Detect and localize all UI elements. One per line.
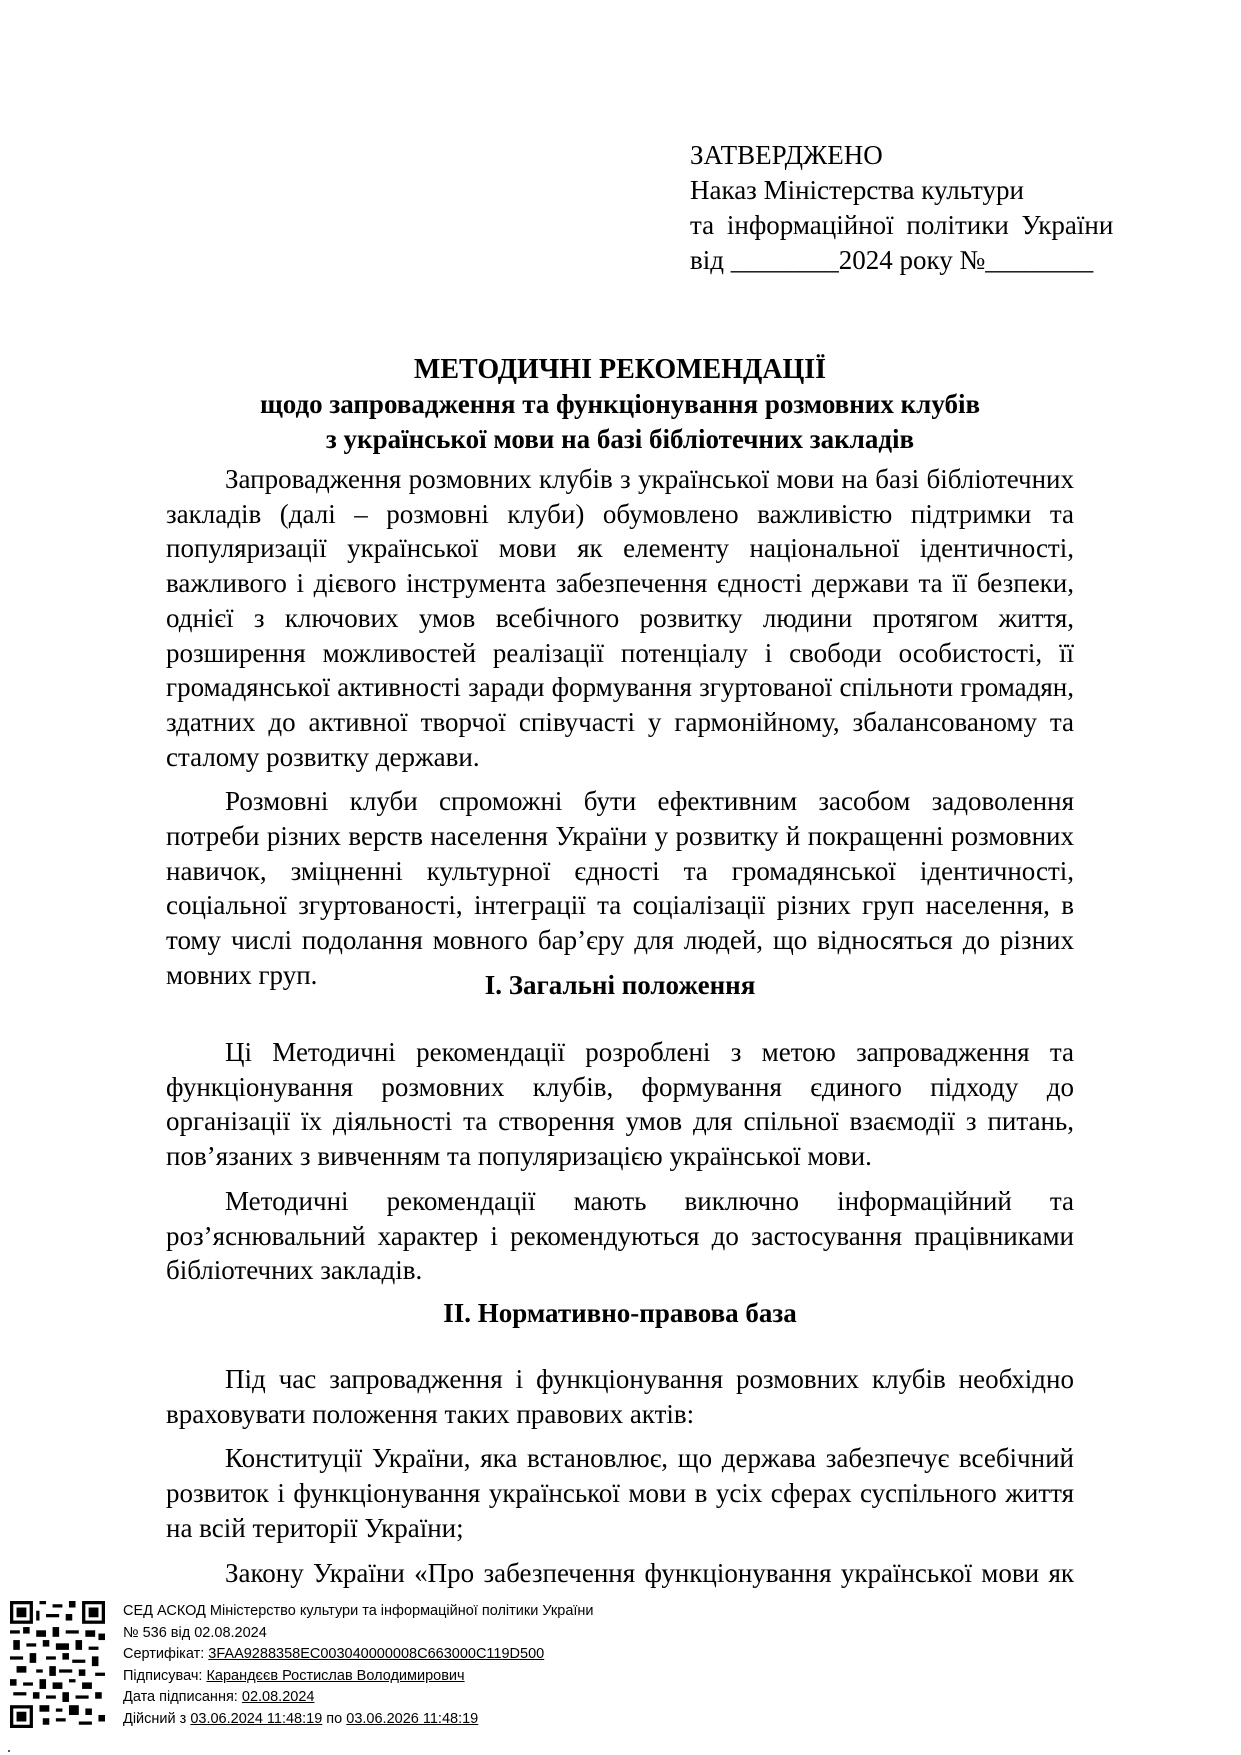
section-2-paragraph-2: Конституції України, яка встановлює, що держава забезпечує всебічний розвиток і функціонування української мови в усіх сферах суспільного життя на всій території України; (166, 1443, 1074, 1543)
section-2-paragraph-1: Під час запровадження і функціонування розмовних клубів необхідно враховувати положення таких правових актів: (166, 1364, 1074, 1429)
intro-paragraph-2: Розмовні клуби спроможні бути ефективним засобом задоволення потреби різних верств населення України у розвитку й покращенні розмовних навичок, зміцненні культурної єдності та громадянської ідентичності, соціальної згуртованості, інтеграції та соціалізації різних груп населення, в тому числі подолання мовного бар’єру для людей, що відносяться до різних мовних груп. (166, 786, 1074, 990)
signer-name: Карандєєв Ростислав Володимирович (206, 1667, 465, 1684)
stamp-validity-line (123, 1709, 594, 1731)
stamp-signer-line (123, 1666, 594, 1688)
approval-order-line: Наказ Міністерства культури (690, 175, 1024, 205)
digital-signature-footer (0, 1585, 700, 1755)
page-title: МЕТОДИЧНІ РЕКОМЕНДАЦІЇ (413, 354, 827, 385)
signer-label: Підписувач: (123, 1667, 207, 1684)
stamp-system-line: СЕД АСКОД Міністерство культури та інформаційної політики України (123, 1603, 594, 1619)
certificate-value: 3FAA9288358EC003040000008C663000C119D500 (208, 1646, 545, 1662)
title-subtitle-1: щодо запровадження та функціонування розмовних клубів (259, 389, 981, 419)
section-2-body (166, 1362, 1074, 1590)
section-1-paragraph-1: Ці Методичні рекомендації розроблені з метою запровадження та функціонування розмовних клубів, формування єдиного підходу до організації їх діяльності та створення умов для спільної взаємодії з питань, пов’язаних з вивченням та популяризацією української мови. (166, 1037, 1074, 1172)
validity-from: 03.06.2024 11:48:19 (190, 1710, 323, 1727)
stamp-date-line (123, 1687, 594, 1709)
section-1-body (166, 1035, 1074, 1288)
approval-stamp (690, 138, 1114, 278)
intro-paragraph-1: Запровадження розмовних клубів з української мови на базі бібліотечних закладів (далі – розмовні клуби) обумовлено важливістю підтримки та популяризації української мови як елементу національної ідентичності, важливого і дієвого інструмента забезпечення єдності держави та її безпеки, однієї з ключових умов всебічного розвитку людини протягом життя, розширення можливостей реалізації потенціалу і свободи особистості, її громадянської активності заради формування згуртованої спільноти громадян, здатних до активної творчої співучасті у гармонійному, збалансованому та сталому розвитку держави. (166, 464, 1074, 772)
section-2-heading: ІІ. Нормативно-правова база (443, 1298, 797, 1328)
stamp-certificate-line (123, 1644, 594, 1666)
signature-stamp (123, 1601, 594, 1730)
intro-section (166, 462, 1074, 993)
validity-separator: по (322, 1710, 347, 1727)
page-mark (8, 1750, 10, 1752)
section-2-paragraph-3: Закону України «Про забезпечення функціонування української мови як (225, 1557, 1074, 1588)
title-subtitle-2: з української мови на базі бібліотечних закладів (325, 424, 915, 454)
document-title (166, 352, 1074, 457)
sign-date-label: Дата підписання: (123, 1689, 242, 1705)
section-1-paragraph-2: Методичні рекомендації мають виключно інформаційний та роз’яснювальний характер і рекомендуються до застосування працівниками бібліотечних закладів. (166, 1185, 1074, 1286)
certificate-label: Сертифікат: (123, 1646, 209, 1662)
section-1-heading: І. Загальні положення (484, 970, 756, 1000)
stamp-registration-line: № 536 від 02.08.2024 (123, 1624, 267, 1641)
approval-date-line: від ________2024 року №________ (690, 245, 1094, 275)
qr-code-icon[interactable] (10, 1601, 105, 1728)
approval-ministry-line: та інформаційної політики України (690, 210, 1114, 240)
validity-to: 03.06.2026 11:48:19 (346, 1710, 479, 1727)
approval-heading: ЗАТВЕРДЖЕНО (690, 140, 883, 170)
validity-label: Дійсний з (123, 1710, 191, 1727)
sign-date-value: 02.08.2024 (241, 1689, 315, 1705)
